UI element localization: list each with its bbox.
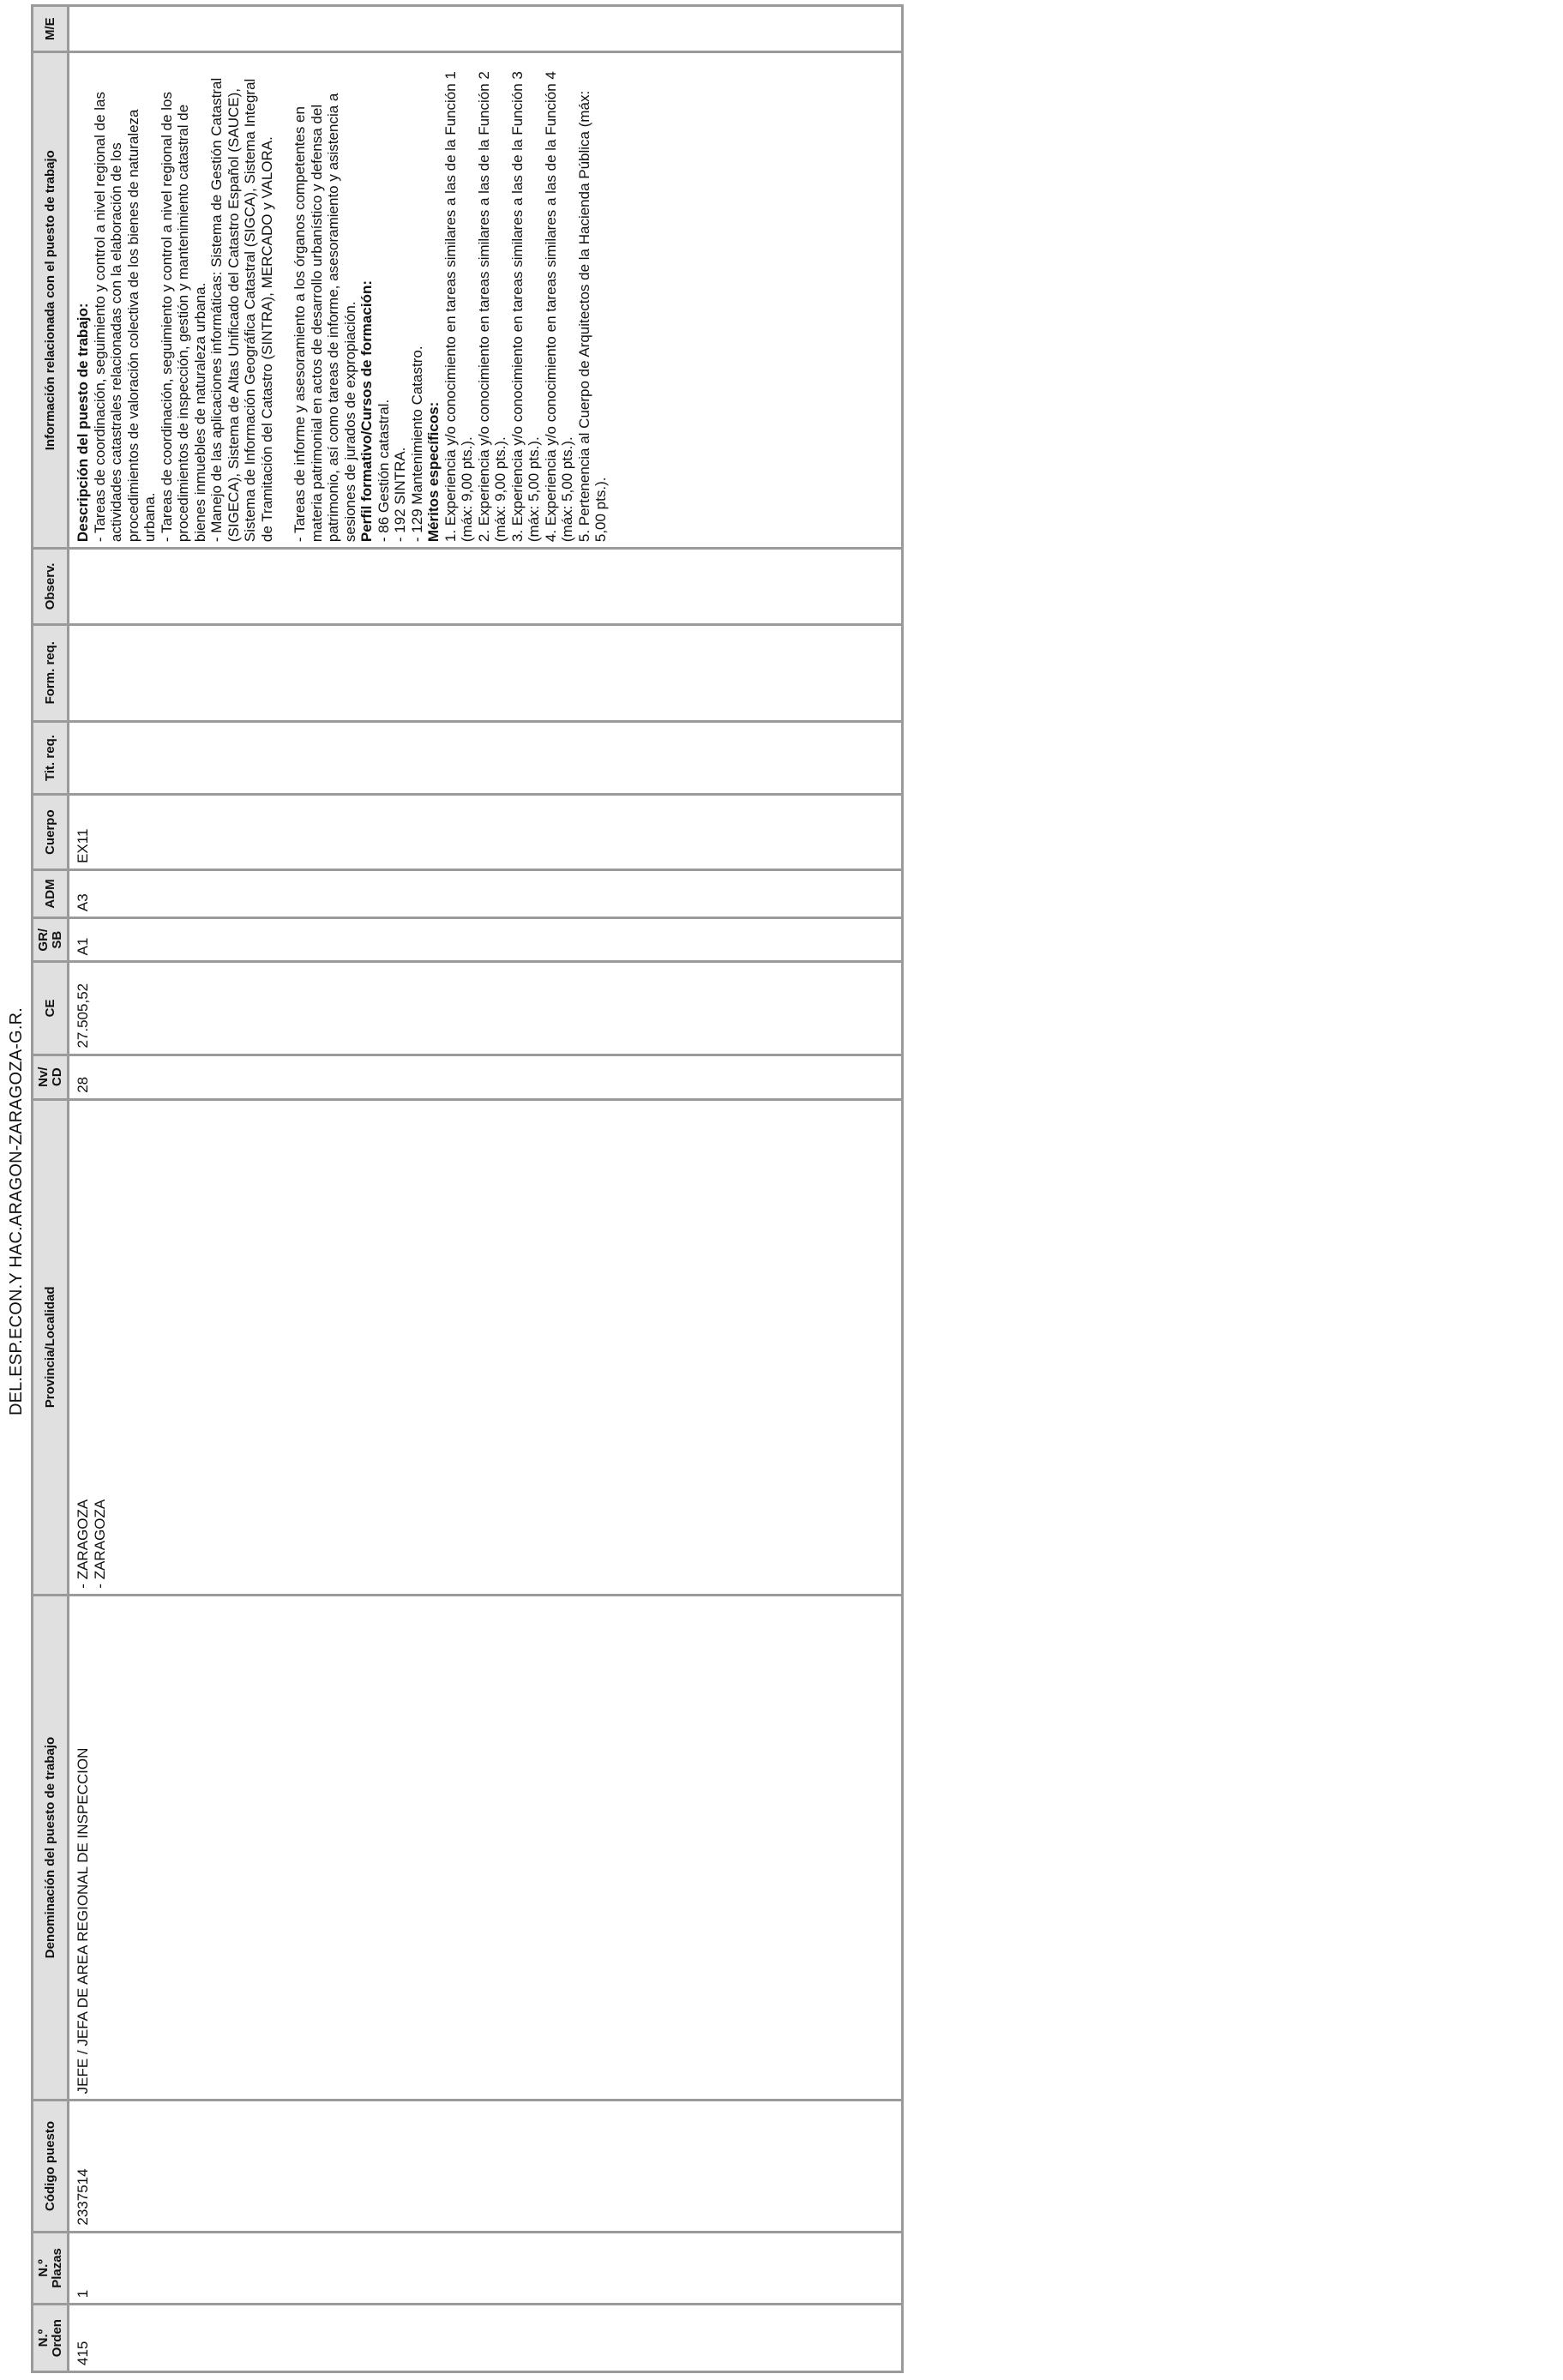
header-nivel: [33, 1054, 69, 1098]
cell-provincia: [69, 1098, 901, 1594]
descripcion-heading: Descripción del puesto de trabajo:: [75, 303, 91, 543]
header-grupo-line1: GR/: [35, 928, 51, 952]
cell-informacion: [69, 51, 901, 547]
document-title: DEL.ESP.ECON.Y HAC.ARAGON-ZARAGOZA-G.R.: [7, 1007, 26, 1415]
cell-grupo: A1: [69, 917, 901, 960]
header-cuerpo: Cuerpo: [33, 793, 69, 868]
header-codigo: Código puesto: [33, 2099, 69, 2230]
header-me: M/E: [33, 7, 69, 51]
perfil-formativo-heading: Perfil formativo/Cursos de formación:: [358, 280, 375, 543]
merito-item: 5. Pertenencia al Cuerpo de Arquitectos de la Hacienda Pública (máx: 5,00 pts.).: [575, 90, 609, 543]
job-table: [31, 4, 904, 2373]
header-observaciones: Observ.: [33, 547, 69, 623]
cell-formacion: [69, 623, 901, 720]
header-ce: CE: [33, 960, 69, 1053]
descripcion-item: - Manejo de las aplicaciones informáticas: Sistema de Gestión Catastral (SIGECA), Sistema de Altas Unificado del Catastro Español (SAUCE), Sistema de Información Geográfica Catastral (SIGCA), Sistema Integral de Tramitación del Catastro (SINTRA), MERCADO y VALORA.: [208, 77, 275, 543]
header-grupo: [33, 917, 69, 960]
cell-nivel: 28: [69, 1054, 901, 1098]
descripcion-item: - Tareas de informe y asesoramiento a los órganos competentes en materia patrimonial en actos de desarrollo urbanístico y defensa del patrimonio, así como tareas de informe, asesoramiento y asistencia a sesiones de jurados de expropiación.: [292, 93, 358, 543]
header-titulacion: Tit. req.: [33, 720, 69, 794]
merito-item: 4. Experiencia y/o conocimiento en tareas similares a las de la Función 4 (máx: 5,00 pts.).: [542, 71, 575, 543]
header-adm: ADM: [33, 868, 69, 917]
cell-cuerpo: EX11: [69, 793, 901, 868]
localidad-line: - ZARAGOZA: [91, 1499, 108, 1589]
curso-item: - 129 Mantenimiento Catastro.: [408, 346, 425, 543]
merito-item: 1. Experiencia y/o conocimiento en tareas similares a las de la Función 1 (máx: 9,00 pts.).: [442, 71, 475, 543]
cell-titulacion: [69, 720, 901, 794]
header-provincia: Provincia/Localidad: [33, 1098, 69, 1594]
header-formacion: Form. req.: [33, 623, 69, 720]
curso-item: - 192 SINTRA.: [392, 447, 408, 543]
table-row: [69, 7, 901, 2371]
header-nivel-line2: CD: [49, 1067, 64, 1086]
table-header-row: [33, 7, 69, 2371]
header-plazas: N.º Plazas: [33, 2231, 69, 2304]
cell-denominacion: JEFE / JEFA DE AREA REGIONAL DE INSPECCION: [69, 1594, 901, 2100]
spacer: [275, 58, 292, 542]
cell-ce: 27.505,52: [69, 960, 901, 1053]
header-nivel-line1: Nv/: [35, 1067, 51, 1087]
merito-item: 3. Experiencia y/o conocimiento en tareas similares a las de la Función 3 (máx: 5,00 pts.).: [508, 71, 542, 543]
header-denominacion: Denominación del puesto de trabajo: [33, 1594, 69, 2100]
curso-item: - 86 Gestión catastral.: [375, 399, 392, 543]
cell-me: [69, 7, 901, 51]
descripcion-item: - Tareas de coordinación, seguimiento y control a nivel regional de las actividades catastrales relacionadas con la elaboración de los procedimientos de valoración colectiva de los bienes de naturaleza urbana.: [91, 92, 158, 543]
meritos-heading: Méritos específicos:: [425, 401, 442, 543]
cell-plazas: 1: [69, 2231, 901, 2304]
cell-codigo: 2337514: [69, 2099, 901, 2230]
cell-observaciones: [69, 547, 901, 623]
cell-adm: A3: [69, 868, 901, 917]
header-grupo-line2: SB: [49, 930, 64, 949]
header-orden: N.º Orden: [33, 2303, 69, 2371]
provincia-line: - ZARAGOZA: [75, 1499, 91, 1589]
header-informacion: Información relacionada con el puesto de trabajo: [33, 51, 69, 547]
cell-orden: 415: [69, 2303, 901, 2371]
descripcion-item: - Tareas de coordinación, seguimiento y control a nivel regional de los procedimientos de inspección, gestión y mantenimiento catastral de bienes inmuebles de naturaleza urbana.: [158, 92, 208, 543]
merito-item: 2. Experiencia y/o conocimiento en tareas similares a las de la Función 2 (máx: 9,00 pts.).: [475, 71, 508, 543]
